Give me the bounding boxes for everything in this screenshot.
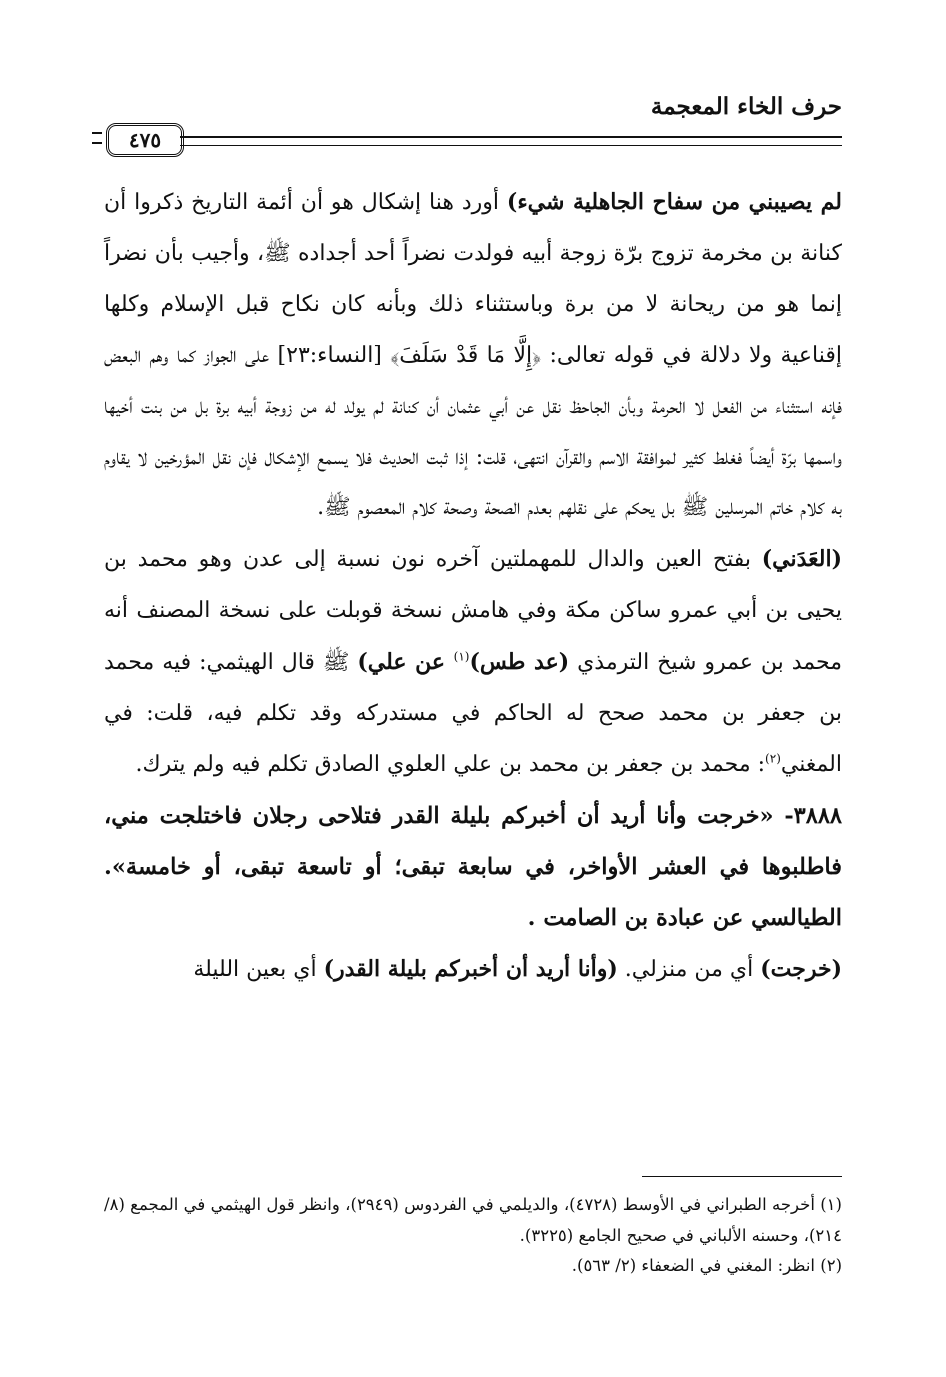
hadith-paragraph: ٣٨٨٨- «خرجت وأنا أريد أن أخبركم بليلة القدر فتلاحى رجلان فاختلجت مني، فاطلبوها في العشر الأواخر، في سابعة تبقى؛ أو تاسعة تبقى، أو خامسة». الطيالسي عن عبادة بن الصامت . <box>104 802 842 931</box>
quran-reference: [النساء:٢٣] <box>269 342 391 368</box>
footnote-2: (٢) انظر: المغني في الضعفاء (٢/ ٥٦٣). <box>571 1256 842 1275</box>
chapter-title: حرف الخاء المعجمة <box>650 93 842 120</box>
quran-verse: ﴿إِلَّا مَا قَدْ سَلَفَ﴾ <box>390 342 542 368</box>
header-rule <box>180 136 842 146</box>
page-number: ٤٧٥ <box>128 128 162 152</box>
paragraph-1 <box>104 177 842 534</box>
para3-text-b: أي بعين الليلة <box>193 956 324 982</box>
para3-bold-b: (وأنا أريد أن أخبركم بليلة القدر) <box>323 955 618 982</box>
para1-text-a: أورد هنا إشكال هو أن أئمة التاريخ ذكروا أن كنانة بن مخرمة تزوج برّة زوجة أبيه فولدت نضراً أحد أجداده ﷺ، وأجيب بأن نضراً إنما هو من ريحانة لا من برة وباستثناء ذلك وبأنه كان نكاح قبل الإسلام وكلها إقناعية ولا دلالة في قوله تعالى: <box>104 190 843 368</box>
para1-bold-start: لم يصيبني من سفاح الجاهلية شيء) <box>506 189 842 215</box>
para2-text-a: بفتح العين والدال للمهملتين آخره نون نسبة إلى عدن وهو محمد بن يحيى بن أبي عمرو ساكن مكة وفي هامش نسخة قوبلت على نسخة المصنف أنه محمد بن عمرو شيخ الترمذي <box>104 547 842 676</box>
para3-text-a: أي من منزلي. <box>617 956 761 982</box>
page-number-box <box>106 123 184 157</box>
paragraph-2 <box>104 534 842 791</box>
footnote-rule <box>642 1176 842 1177</box>
header-ornament <box>92 132 102 144</box>
body-text <box>104 177 842 996</box>
footnote-ref-1[interactable]: (١) <box>453 649 470 664</box>
para2-text-b: ﷺ قال الهيثمي: فيه محمد بن جعفر بن محمد صحح له الحاكم في مستدركه وقد تكلم فيه، قلت: في المغني <box>104 650 842 777</box>
footnotes <box>104 1190 842 1282</box>
para3-bold-a: (خرجت) <box>760 955 842 982</box>
para1-text-b: على الجواز كما وهم البعض فإنه استثناء من الفعل لا الحرمة وبأن الجاحظ نقل عن أبي عثمان أن كنانة لم يولد له من زوجة أبيه برة بل من بنت أخيها واسمها برّة أيضاً فغلط كثير لموافقة الاسم والقرآن انتهى، قلت: إذا ثبت الحديث فلا يسمع الإشكال فإن نقل المؤرخين لا يقاوم به كلام خاتم المرسلين ﷺ بل يحكم على نقلهم بعدم الصحة وصحة كلام المعصوم ﷺ. <box>104 342 842 521</box>
footnote-1: (١) أخرجه الطبراني في الأوسط (٤٧٢٨)، والديلمي في الفردوس (٢٩٤٩)، وانظر قول الهيثمي في المجمع (٨/ ٢١٤)، وحسنه الألباني في صحيح الجامع (٣٢٢٥). <box>104 1195 842 1245</box>
footnote-ref-2[interactable]: (٢) <box>765 751 781 766</box>
para2-bold-mid: (عد طس) <box>469 649 570 676</box>
para2-bold-start: (العَدَني) <box>761 546 842 573</box>
para2-bold-mid2: عن علي) <box>357 649 454 676</box>
para2-text-c: : محمد بن جعفر بن محمد بن علي العلوي الصادق تكلم فيه ولم يترك. <box>135 751 766 777</box>
paragraph-3 <box>104 944 842 996</box>
